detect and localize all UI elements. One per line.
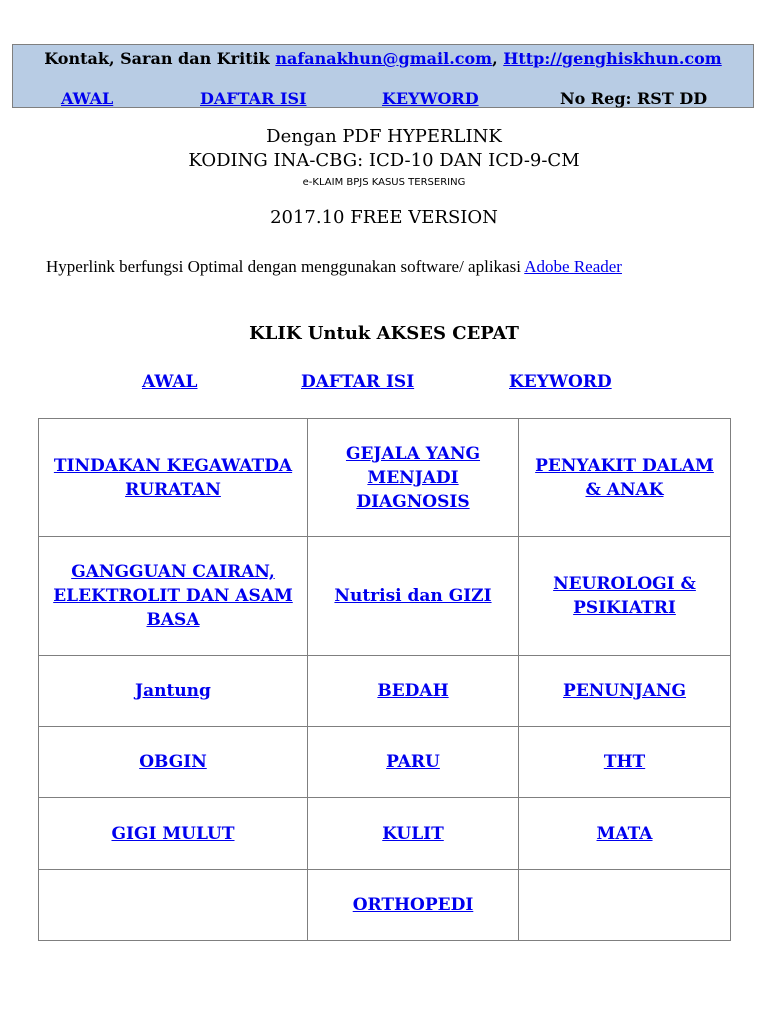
grid-cell bbox=[519, 656, 731, 727]
header-nav-daftar-isi-link[interactable]: DAFTAR ISI bbox=[200, 89, 307, 108]
grid-row bbox=[39, 870, 731, 941]
category-orthopedi-link[interactable]: ORTHOPEDI bbox=[352, 895, 474, 915]
grid-cell bbox=[519, 419, 731, 537]
quick-nav-keyword-link[interactable]: KEYWORD bbox=[509, 372, 612, 392]
registration-number: No Reg: RST DD bbox=[560, 89, 708, 108]
header-banner bbox=[12, 44, 754, 108]
email-link[interactable]: nafanakhun@gmail.com bbox=[275, 49, 493, 68]
grid-cell bbox=[519, 537, 731, 656]
title-subtitle: e-KLAIM BPJS KASUS TERSERING bbox=[302, 177, 466, 188]
grid-cell bbox=[308, 870, 519, 941]
category-kulit-link[interactable]: KULIT bbox=[382, 823, 444, 844]
grid-row bbox=[39, 798, 731, 870]
title-line-1: Dengan PDF HYPERLINK bbox=[266, 126, 502, 147]
grid-row bbox=[39, 537, 731, 656]
grid-cell bbox=[308, 656, 519, 727]
category-paru-link[interactable]: PARU bbox=[386, 752, 440, 772]
category-bedah-link[interactable]: BEDAH bbox=[377, 681, 449, 701]
category-nutrisi-gizi-link[interactable]: Nutrisi dan GIZI bbox=[334, 586, 492, 606]
category-tht-link[interactable]: THT bbox=[603, 752, 646, 772]
contact-separator: , bbox=[492, 49, 504, 68]
adobe-reader-link[interactable]: Adobe Reader bbox=[524, 257, 622, 276]
category-grid bbox=[38, 418, 731, 941]
category-jantung-link[interactable]: Jantung bbox=[135, 681, 211, 701]
grid-row bbox=[39, 656, 731, 727]
grid-cell bbox=[308, 798, 519, 870]
grid-cell bbox=[308, 537, 519, 656]
grid-cell bbox=[39, 537, 308, 656]
grid-row bbox=[39, 419, 731, 537]
grid-cell bbox=[519, 798, 731, 870]
header-nav-keyword-link[interactable]: KEYWORD bbox=[382, 89, 479, 108]
grid-row bbox=[39, 727, 731, 798]
version-label: 2017.10 FREE VERSION bbox=[270, 207, 498, 228]
quick-nav-daftar-isi-link[interactable]: DAFTAR ISI bbox=[301, 372, 415, 392]
category-obgin-link[interactable]: OBGIN bbox=[139, 752, 207, 772]
description-text: Hyperlink berfungsi Optimal dengan menggunakan software/ aplikasi bbox=[46, 257, 525, 276]
quick-access-heading: KLIK Untuk AKSES CEPAT bbox=[249, 323, 519, 344]
description-paragraph bbox=[46, 254, 726, 279]
header-nav bbox=[13, 89, 753, 109]
grid-cell bbox=[39, 656, 308, 727]
grid-cell bbox=[308, 727, 519, 798]
grid-cell-empty bbox=[519, 870, 731, 941]
grid-cell bbox=[39, 798, 308, 870]
category-neurologi-psikiatri-link[interactable]: NEUROLOGI & PSIKIATRI bbox=[553, 574, 696, 618]
quick-nav-awal-link[interactable]: AWAL bbox=[142, 372, 198, 392]
contact-label: Kontak, Saran dan Kritik bbox=[44, 49, 276, 68]
grid-cell bbox=[308, 419, 519, 537]
category-mata-link[interactable]: MATA bbox=[596, 823, 653, 844]
category-penyakit-dalam-anak-link[interactable]: PENYAKIT DALAM & ANAK bbox=[535, 455, 714, 500]
grid-cell bbox=[519, 727, 731, 798]
title-line-2: KODING INA-CBG: ICD-10 DAN ICD-9-CM bbox=[188, 150, 580, 171]
category-penunjang-link[interactable]: PENUNJANG bbox=[563, 681, 686, 701]
category-gigi-mulut-link[interactable]: GIGI MULUT bbox=[111, 823, 235, 844]
category-gangguan-cairan-link[interactable]: GANGGUAN CAIRAN, ELEKTROLIT DAN ASAM BASA bbox=[53, 562, 293, 630]
grid-cell bbox=[39, 727, 308, 798]
contact-line bbox=[13, 49, 753, 68]
grid-cell bbox=[39, 419, 308, 537]
category-gejala-link[interactable]: GEJALA YANG MENJADI DIAGNOSIS bbox=[345, 443, 481, 512]
header-nav-awal-link[interactable]: AWAL bbox=[61, 89, 114, 108]
category-tindakan-kegawatdaruratan-link[interactable]: TINDAKAN KEGAWATDARURATAN bbox=[53, 455, 293, 500]
grid-cell-empty bbox=[39, 870, 308, 941]
website-link[interactable]: Http://genghiskhun.com bbox=[503, 49, 722, 68]
